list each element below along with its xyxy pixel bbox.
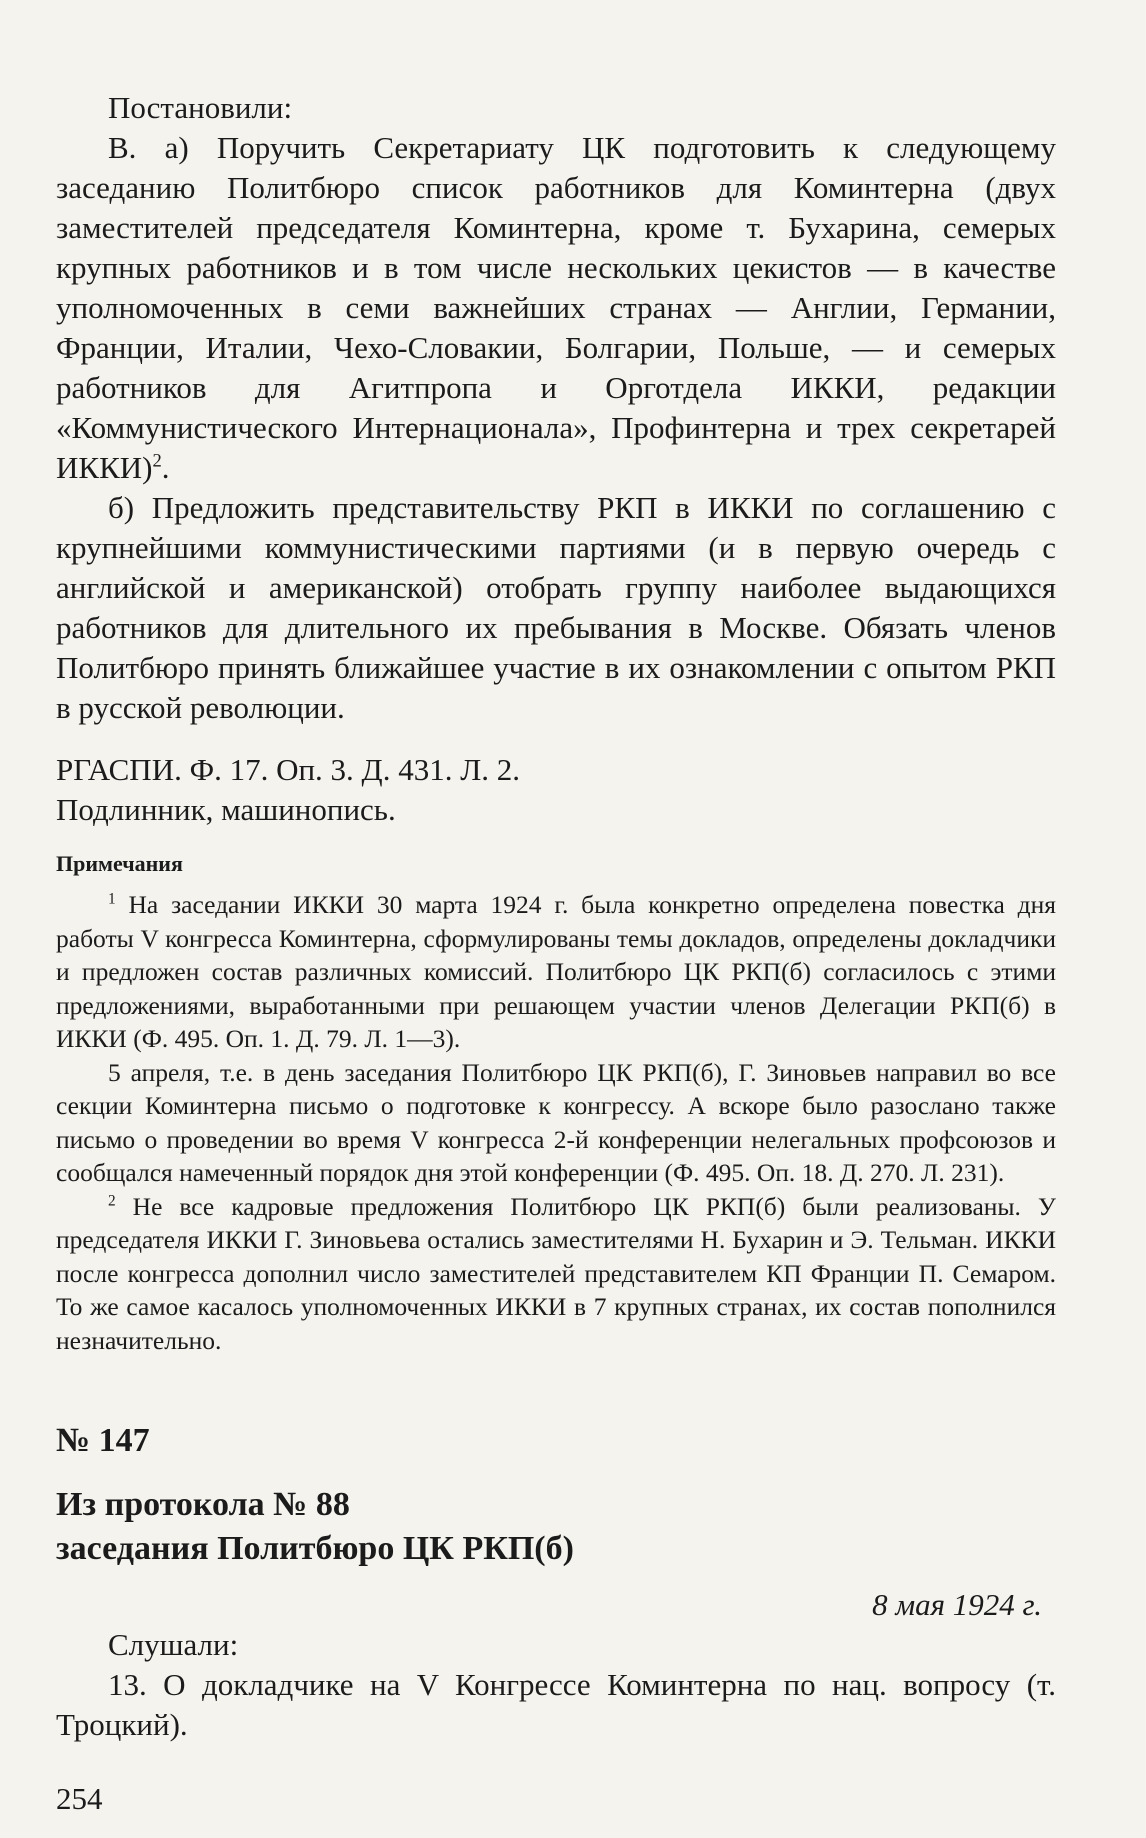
document-number: № 147 — [56, 1422, 150, 1459]
footnote-1-marker: 1 — [108, 890, 116, 908]
footnote-1-text: На заседании ИККИ 30 марта 1924 г. была конкретно определена повестка дня работы V конгресса Коминтерна, сформулированы темы докладов, определены докладчики и предложен состав различных комиссий. Политбюро ЦК РКП(б) согласилось с этими предложениями, выработанными при решающем участии членов Делегации РКП(б) в ИККИ (Ф. 495. Оп. 1. Д. 79. Л. 1—3). — [56, 890, 1056, 1053]
resolution-item-v-a-end: . — [161, 450, 170, 485]
resolution-item-v-b: б) Предложить представительству РКП в ИККИ по соглашению с крупнейшими коммунистическими партиями (и в первую очередь с английской и американской) отобрать группу наиболее выдающихся работников для длительного их пребывания в Москве. Обязать членов Политбюро принять ближайшее участие в их ознакомлении с опытом РКП в русской революции. — [56, 490, 1056, 725]
footnote-ref-2: 2 — [152, 450, 162, 472]
notes-heading: Примечания — [56, 851, 183, 876]
page-number: 254 — [56, 1781, 103, 1816]
resolved-heading: Постановили: — [108, 90, 293, 125]
resolution-item-v-a-text: В. а) Поручить Секретариату ЦК подготовить к следующему заседанию Политбюро список работников для Коминтерна (двух заместителей председателя Коминтерна, кроме т. Бухарина, семерых крупных работников и в том числе нескольких цекистов — в качестве уполномоченных в семи важнейших странах — Англии, Германии, Франции, Италии, Чехо-Словакии, Болгарии, Польше, — и семерых работников для Агитпропа и Орготдела ИККИ, редакции «Коммунистического Интернационала», Профинтерна и трех секретарей ИККИ) — [56, 130, 1056, 485]
document-title-line-2: заседания Политбюро ЦК РКП(б) — [56, 1530, 574, 1567]
heard-heading: Слушали: — [108, 1627, 239, 1662]
document-title-line-1: Из протокола № 88 — [56, 1486, 350, 1523]
document-date: 8 мая 1924 г. — [872, 1587, 1042, 1622]
agenda-item-13: 13. О докладчике на V Конгрессе Коминтерна по нац. вопросу (т. Троцкий). — [56, 1667, 1056, 1742]
original-type: Подлинник, машинопись. — [56, 792, 396, 827]
archive-reference: РГАСПИ. Ф. 17. Оп. 3. Д. 431. Л. 2. — [56, 752, 520, 787]
footnote-1-continued: 5 апреля, т.е. в день заседания Политбюро ЦК РКП(б), Г. Зиновьев направил во все секции Коминтерна письмо о подготовке к конгрессу. А вскоре было разослано также письмо о проведении во время V конгресса 2-й конференции нелегальных профсоюзов и сообщался намеченный порядок дня этой конференции (Ф. 495. Оп. 18. Д. 270. Л. 231). — [56, 1057, 1056, 1187]
footnote-1 — [56, 888, 1056, 1056]
footnote-2-marker: 2 — [108, 1192, 116, 1209]
resolution-item-v-a — [56, 128, 1056, 488]
footnote-2 — [56, 1190, 1056, 1358]
document-title — [56, 1483, 1056, 1571]
footnote-2-text: Не все кадровые предложения Политбюро ЦК РКП(б) были реализованы. У председателя ИККИ Г. Зиновьева остались заместителями Н. Бухарин и Э. Тельман. ИККИ после конгресса дополнил число заместителей представителем КП Франции П. Семаром. То же самое касалось уполномоченных ИККИ в 7 крупных странах, их состав пополнился незначительно. — [56, 1191, 1056, 1355]
